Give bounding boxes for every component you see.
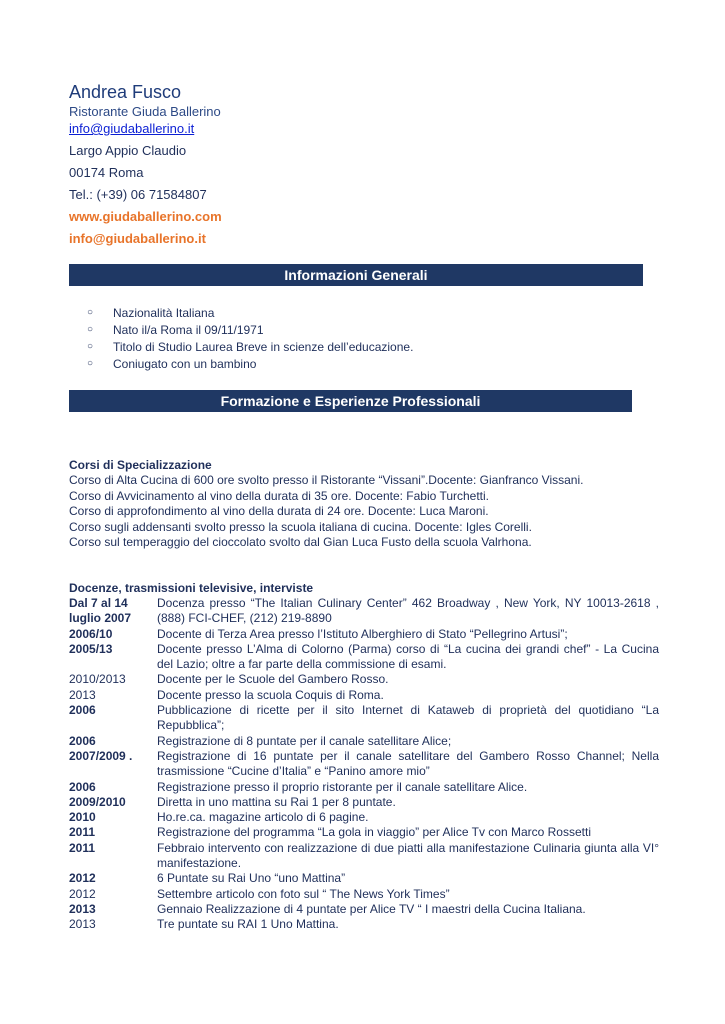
website-line: www.giudaballerino.com (69, 209, 222, 224)
row-description: Registrazione di 8 puntate per il canale satellitare Alice; (157, 733, 452, 748)
row-description: Registrazione di 16 puntate per il canale satellitare del Gambero Rosso Channel; Nella trasmissione “Cucine d’Italia” e “Panino amore mio” (157, 748, 659, 779)
row-description: Docenza presso “The Italian Culinary Center” 462 Broadway , New York, NY 10013-2618 , (888) FCI-CHEF, (212) 219-8890 (157, 596, 659, 626)
row-description: Registrazione presso il proprio ristorante per il canale satellitare Alice. (157, 779, 528, 794)
person-name: Andrea Fusco (69, 82, 182, 102)
company-name: Ristorante Giuda Ballerino (69, 104, 221, 119)
table-row (69, 825, 659, 840)
list-item: Corso di Alta Cucina di 600 ore svolto presso il Ristorante “Vissani”.Docente: Gianfranco Vissani. (69, 473, 584, 487)
table-row (69, 887, 659, 902)
circle-bullet-icon: ○ (87, 358, 94, 369)
list-item (87, 338, 413, 355)
row-date: 2012 (69, 886, 96, 901)
teaching-title: Docenze, trasmissioni televisive, interviste (69, 581, 314, 595)
table-row (69, 703, 659, 734)
row-date: 2005/13 (69, 641, 113, 656)
email-line: info@giudaballerino.it (69, 231, 206, 246)
row-date: 2010/2013 (69, 672, 126, 687)
row-date: 2006 (69, 733, 96, 748)
row-date: 2011 (69, 825, 96, 840)
row-date: 2010 (69, 810, 96, 825)
teaching-list (69, 596, 659, 933)
general-info-list (87, 304, 413, 372)
row-description: Settembre articolo con foto sul “ The News York Times” (157, 886, 450, 901)
table-row (69, 841, 659, 872)
section-title-general: Informazioni Generali (284, 267, 428, 283)
list-item: Corso di Avvicinamento al vino della durata di 35 ore. Docente: Fabio Turchetti. (69, 488, 490, 503)
list-item: Corso di approfondimento al vino della durata di 24 ore. Docente: Luca Maroni. (69, 504, 489, 518)
phone-line: Tel.: (+39) 06 71584807 (69, 187, 207, 202)
table-row (69, 627, 659, 642)
list-item-text: Nazionalità Italiana (113, 305, 215, 320)
list-item-text: Titolo di Studio Laurea Breve in scienze dell’educazione. (113, 339, 414, 354)
row-date: 2013 (69, 901, 96, 916)
circle-bullet-icon: ○ (87, 324, 94, 335)
table-row (69, 917, 659, 932)
row-description: Tre puntate su RAI 1 Uno Mattina. (157, 917, 339, 932)
row-date: 2006 (69, 779, 96, 794)
row-description: Docente presso L’Alma di Colorno (Parma) corso di “La cucina dei grandi chef” - La Cucina del Lazio; oltre a far parte della commissione di esami. (157, 641, 659, 672)
row-date: 2012 (69, 871, 96, 886)
list-item-text: Coniugato con un bambino (113, 356, 257, 371)
table-row (69, 672, 659, 687)
table-row (69, 688, 659, 703)
row-date: 2006 (69, 703, 96, 718)
row-description: Pubblicazione di ricette per il sito Internet di Kataweb di proprietà del quotidiano “La Repubblica”; (157, 703, 659, 733)
address-line: Largo Appio Claudio (69, 143, 187, 158)
table-row (69, 596, 659, 627)
courses-title: Corsi di Specializzazione (69, 458, 212, 472)
row-description: 6 Puntate su Rai Uno “uno Mattina” (157, 871, 346, 886)
section-bar-training (69, 390, 632, 412)
table-row (69, 810, 659, 825)
row-description: Ho.re.ca. magazine articolo di 6 pagine. (157, 810, 369, 825)
row-description: Diretta in uno mattina su Rai 1 per 8 puntate. (157, 794, 396, 809)
row-description: Febbraio intervento con realizzazione di due piatti alla manifestazione Culinaria giunta alla VI° manifestazione. (157, 840, 659, 871)
table-row (69, 642, 659, 673)
row-date: 2013 (69, 687, 96, 702)
row-description: Gennaio Realizzazione di 4 puntate per Alice TV “ I maestri della Cucina Italiana. (157, 901, 586, 916)
list-item (87, 304, 413, 321)
table-row (69, 749, 659, 780)
email-link[interactable]: info@giudaballerino.it (69, 121, 195, 136)
circle-bullet-icon: ○ (87, 307, 94, 318)
city-line: 00174 Roma (69, 165, 144, 180)
list-item-text: Nato il/a Roma il 09/11/1971 (113, 322, 264, 337)
row-description: Docente presso la scuola Coquis di Roma. (157, 687, 384, 702)
table-row (69, 871, 659, 886)
section-title-training: Formazione e Esperienze Professionali (220, 393, 481, 409)
row-date: 2007/2009 . (69, 748, 133, 763)
section-bar-general (69, 264, 643, 286)
row-date: 2009/2010 (69, 794, 126, 809)
list-item (87, 321, 413, 338)
row-description: Docente per le Scuole del Gambero Rosso. (157, 672, 389, 687)
list-item (87, 355, 413, 372)
table-row (69, 734, 659, 749)
row-date: 2006/10 (69, 626, 113, 641)
row-description: Docente di Terza Area presso l’Istituto Alberghiero di Stato “Pellegrino Artusi”; (157, 626, 568, 641)
table-row (69, 795, 659, 810)
row-date: 2013 (69, 917, 96, 932)
list-item: Corso sugli addensanti svolto presso la scuola italiana di cucina. Docente: Igles Corelli. (69, 519, 532, 534)
table-row (69, 780, 659, 795)
table-row (69, 902, 659, 917)
circle-bullet-icon: ○ (87, 341, 94, 352)
list-item: Corso sul temperaggio del cioccolato svolto dal Gian Luca Fusto della scuola Valrhona. (69, 535, 532, 549)
courses-list (69, 473, 583, 551)
row-date: 2011 (69, 840, 96, 855)
row-date: Dal 7 al 14 luglio 2007 (69, 596, 132, 626)
row-description: Registrazione del programma “La gola in viaggio” per Alice Tv con Marco Rossetti (157, 825, 591, 840)
